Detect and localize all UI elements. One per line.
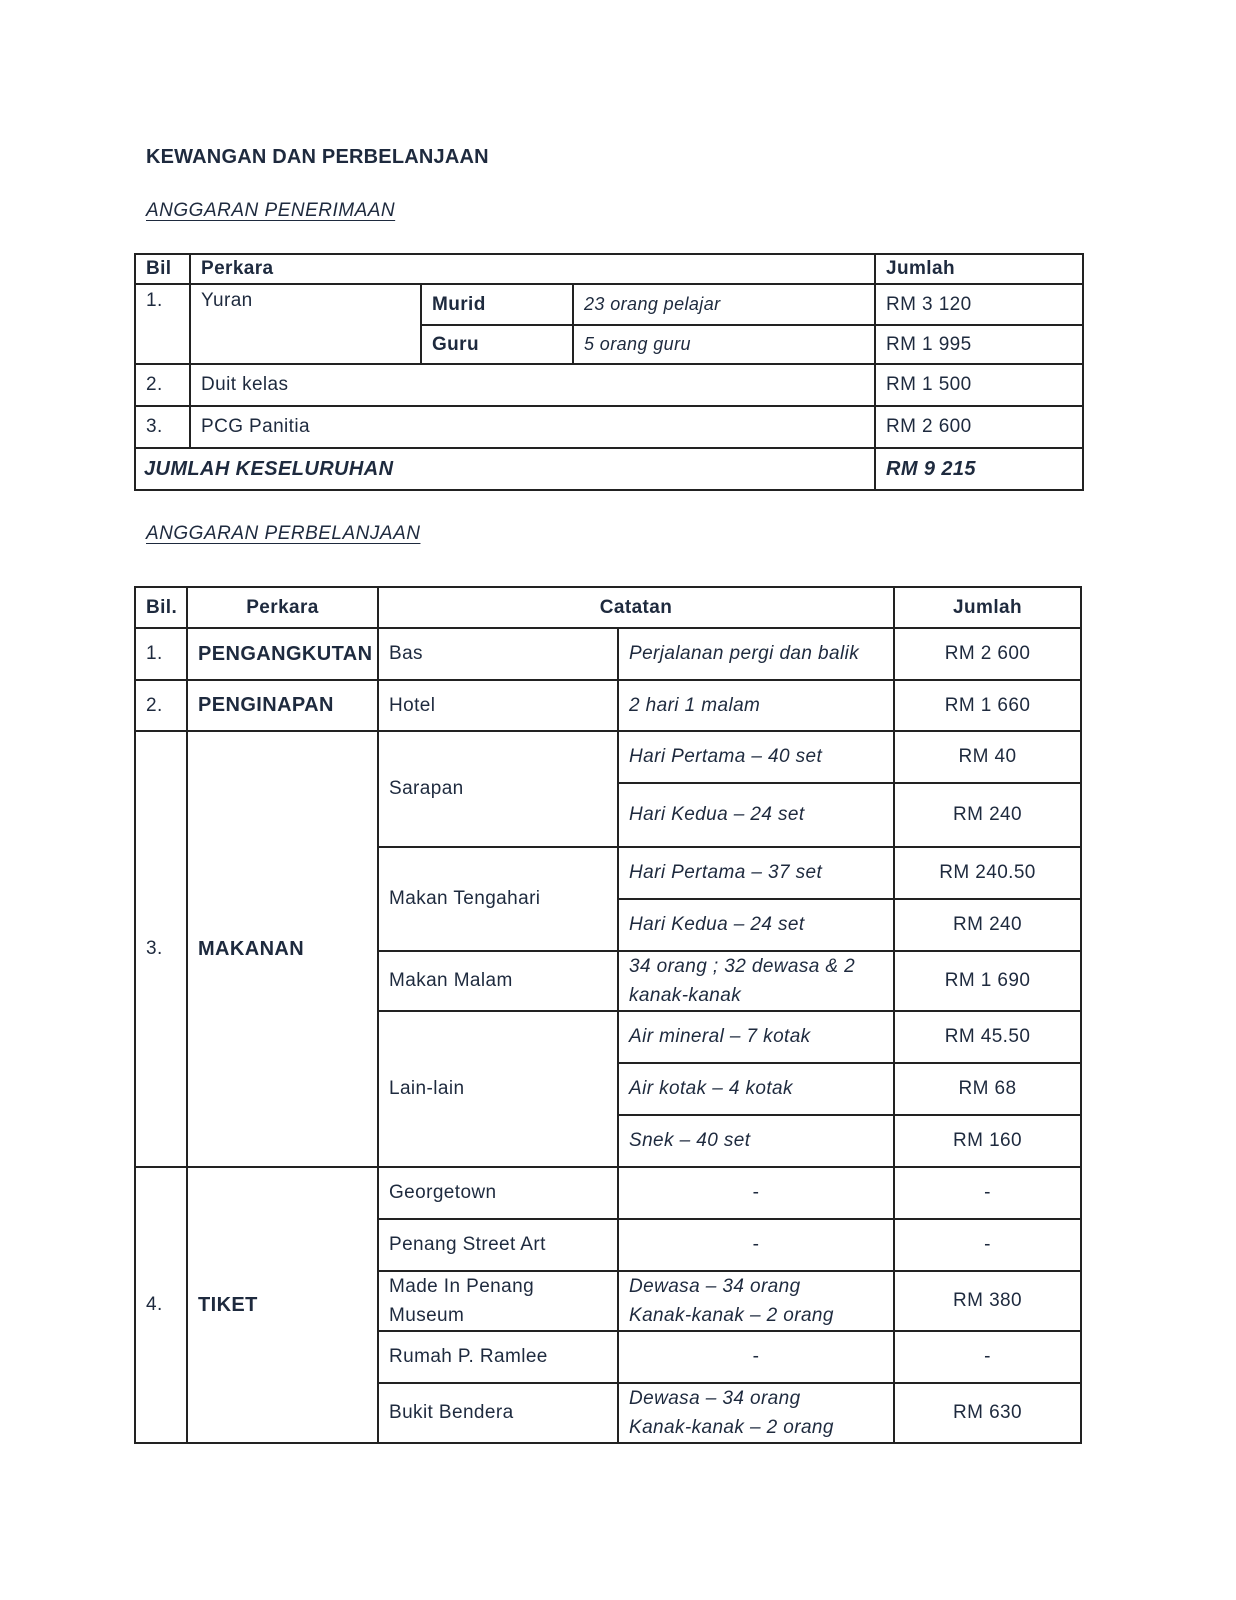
row-bil: 3. [135,731,187,1167]
col-perkara-header: Perkara [190,254,875,284]
total-amount: RM 9 215 [875,448,1083,490]
expense-table [134,586,1082,1444]
item-amount: RM 1 660 [894,680,1081,731]
item-label: Makan Tengahari [378,847,618,951]
income-heading: ANGGARAN PENERIMAAN [146,200,396,221]
total-label: JUMLAH KESELURUHAN [135,448,875,490]
item-label: Sarapan [378,731,618,847]
item-note: Hari Pertama – 37 set [618,847,894,899]
category-label: MAKANAN [187,731,378,1167]
income-header-row [135,254,1083,284]
guru-amount: RM 1 995 [875,325,1083,364]
item-note: Snek – 40 set [618,1115,894,1167]
row-bil: 2. [135,680,187,731]
row-label: Duit kelas [190,364,875,406]
col-bil-header: Bil. [135,587,187,628]
item-amount: RM 240 [894,783,1081,847]
row-amount: RM 1 500 [875,364,1083,406]
guru-note: 5 orang guru [573,325,875,364]
item-amount: - [894,1219,1081,1271]
guru-label: Guru [421,325,573,364]
col-bil-header: Bil [135,254,190,284]
murid-label: Murid [421,284,573,325]
note-line: Dewasa – 34 orang [629,1276,801,1297]
item-amount: RM 45.50 [894,1011,1081,1063]
note-line: Kanak-kanak – 2 orang [629,1417,834,1438]
item-amount: RM 240.50 [894,847,1081,899]
item-amount: - [894,1167,1081,1219]
item-amount: RM 1 690 [894,951,1081,1011]
category-label: PENGINAPAN [187,680,378,731]
col-catatan-header: Catatan [378,587,894,628]
item-amount: RM 2 600 [894,628,1081,680]
table-row [135,628,1081,680]
table-row [135,406,1083,448]
item-label: Penang Street Art [378,1219,618,1271]
item-amount: RM 68 [894,1063,1081,1115]
row-bil: 2. [135,364,190,406]
item-label: Rumah P. Ramlee [378,1331,618,1383]
item-note: Air mineral – 7 kotak [618,1011,894,1063]
row-bil: 1. [135,284,190,364]
note-line: Kanak-kanak – 2 orang [629,1305,834,1326]
item-note: Hari Kedua – 24 set [618,783,894,847]
row-bil: 4. [135,1167,187,1443]
income-table [134,253,1084,491]
item-label: Hotel [378,680,618,731]
item-note: - [618,1331,894,1383]
item-amount: RM 630 [894,1383,1081,1443]
item-amount: RM 240 [894,899,1081,951]
table-row [135,1167,1081,1219]
item-amount: RM 160 [894,1115,1081,1167]
item-label: Made In Penang Museum [378,1271,618,1331]
item-label: Bas [378,628,618,680]
murid-note: 23 orang pelajar [573,284,875,325]
table-row [135,731,1081,783]
item-note: 2 hari 1 malam [618,680,894,731]
item-amount: RM 380 [894,1271,1081,1331]
table-row [135,364,1083,406]
col-jumlah-header: Jumlah [894,587,1081,628]
item-note [618,1383,894,1443]
table-row [135,284,1083,325]
expense-header-row [135,587,1081,628]
item-label: Lain-lain [378,1011,618,1167]
item-amount: RM 40 [894,731,1081,783]
item-note: - [618,1167,894,1219]
item-note: Hari Pertama – 40 set [618,731,894,783]
item-note: Hari Kedua – 24 set [618,899,894,951]
category-label: TIKET [187,1167,378,1443]
document-title: KEWANGAN DAN PERBELANJAAN [146,146,489,168]
category-label: PENGANGKUTAN [187,628,378,680]
item-note: Air kotak – 4 kotak [618,1063,894,1115]
col-perkara-header: Perkara [187,587,378,628]
row-label: Yuran [190,284,421,364]
table-row [135,680,1081,731]
item-note: Perjalanan pergi dan balik [618,628,894,680]
item-note [618,1271,894,1331]
note-line: Dewasa – 34 orang [629,1388,801,1409]
total-row [135,448,1083,490]
murid-amount: RM 3 120 [875,284,1083,325]
item-label: Georgetown [378,1167,618,1219]
item-amount: - [894,1331,1081,1383]
row-amount: RM 2 600 [875,406,1083,448]
item-label: Makan Malam [378,951,618,1011]
item-note: - [618,1219,894,1271]
col-jumlah-header: Jumlah [875,254,1083,284]
row-bil: 3. [135,406,190,448]
row-label: PCG Panitia [190,406,875,448]
expense-heading: ANGGARAN PERBELANJAAN [146,523,421,544]
row-bil: 1. [135,628,187,680]
item-label: Bukit Bendera [378,1383,618,1443]
item-note: 34 orang ; 32 dewasa & 2 kanak-kanak [618,951,894,1011]
